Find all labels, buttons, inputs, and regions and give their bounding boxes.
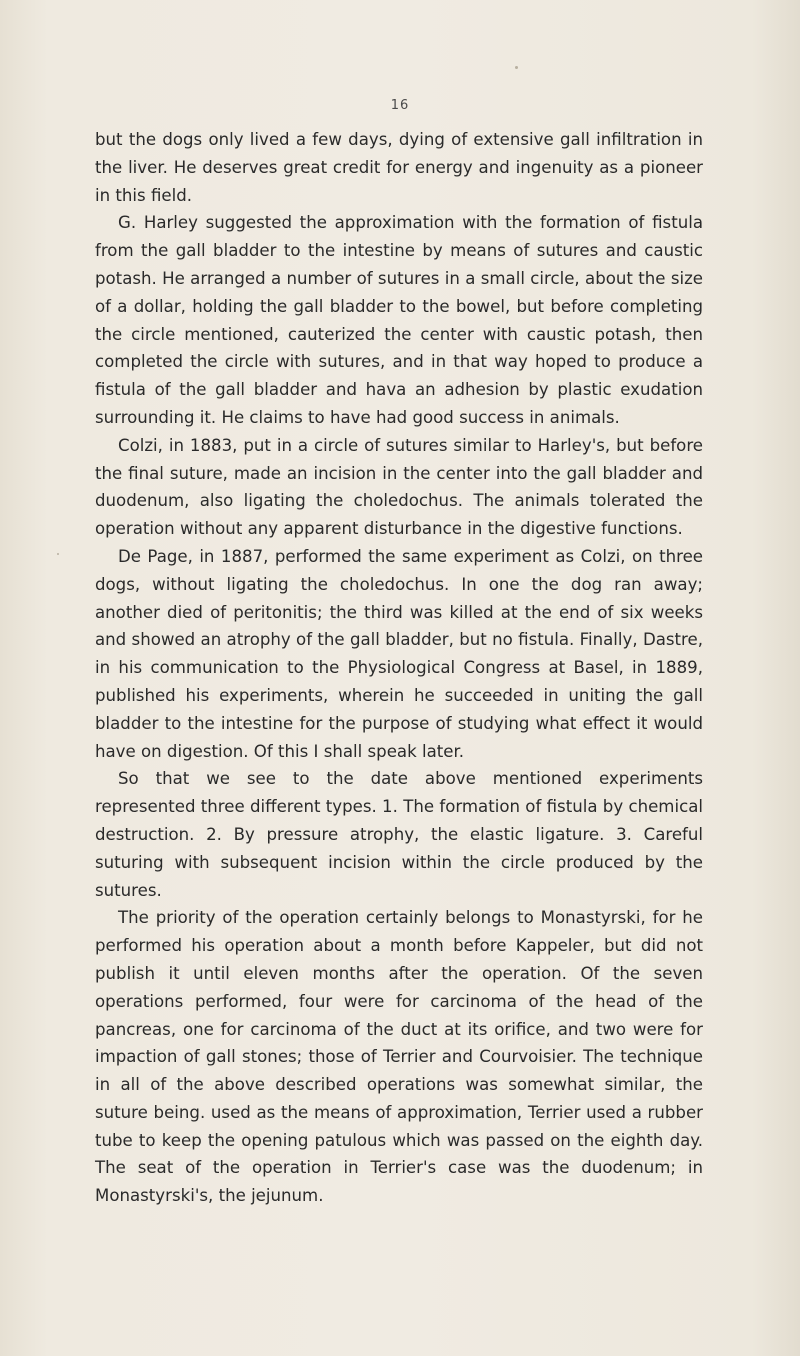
- page-number: 16: [390, 98, 410, 113]
- body-text: [95, 126, 703, 1210]
- paragraph-continuation: but the dogs only lived a few days, dying of extensive gall infiltration in the liver. He deserves great credit for energy and ingenuity as a pioneer in this field.: [95, 130, 703, 205]
- paper-speck: [57, 553, 59, 555]
- paragraph-three-types: So that we see to the date above mentioned experiments represented three different types. 1. The formation of fistula by chemical destruction. 2. By pressure atrophy, the elastic ligature. 3. Careful suturing with subsequent incision within the circle produced by the sutures.: [95, 769, 703, 900]
- paper-speck: [515, 66, 518, 69]
- paragraph-priority: The priority of the operation certainly belongs to Monastyrski, for he performed his operation about a month before Kappeler, but did not publish it until eleven months after the operation. Of the seven operations performed, four were for carcinoma of the head of the pancreas, one for carcinoma of the duct at its orifice, and two were for impaction of gall stones; those of Terrier and Courvoisier. The technique in all of the above described operations was somewhat similar, the suture being. used as the means of approximation, Terrier used a rubber tube to keep the opening patulous which was passed on the eighth day. The seat of the operation in Terrier's case was the duodenum; in Monastyrski's, the jejunum.: [95, 908, 703, 1206]
- paragraph-colzi: Colzi, in 1883, put in a circle of sutures similar to Harley's, but before the final suture, made an incision in the center into the gall bladder and duodenum, also ligating the choledochus. The animals tolerated the operation without any apparent disturbance in the digestive functions.: [95, 435, 703, 539]
- paragraph-harley: G. Harley suggested the approximation with the formation of fistula from the gall bladder to the intestine by means of sutures and caustic potash. He arranged a number of sutures in a small circle, about the size of a dollar, holding the gall bladder to the bowel, but before completing the circle mentioned, cauterized the center with caustic potash, then completed the circle with sutures, and in that way hoped to produce a fistula of the gall bladder and hava an adhesion by plastic exudation surrounding it. He claims to have had good success in animals.: [95, 213, 703, 427]
- paragraph-de-page: De Page, in 1887, performed the same experiment as Colzi, on three dogs, without ligating the choledochus. In one the dog ran away; another died of peritonitis; the third was killed at the end of six weeks and showed an atrophy of the gall bladder, but no fistula. Finally, Dastre, in his communication to the Physiological Congress at Basel, in 1889, published his experiments, wherein he succeeded in uniting the gall bladder to the intestine for the purpose of studying what effect it would have on digestion. Of this I shall speak later.: [95, 546, 703, 761]
